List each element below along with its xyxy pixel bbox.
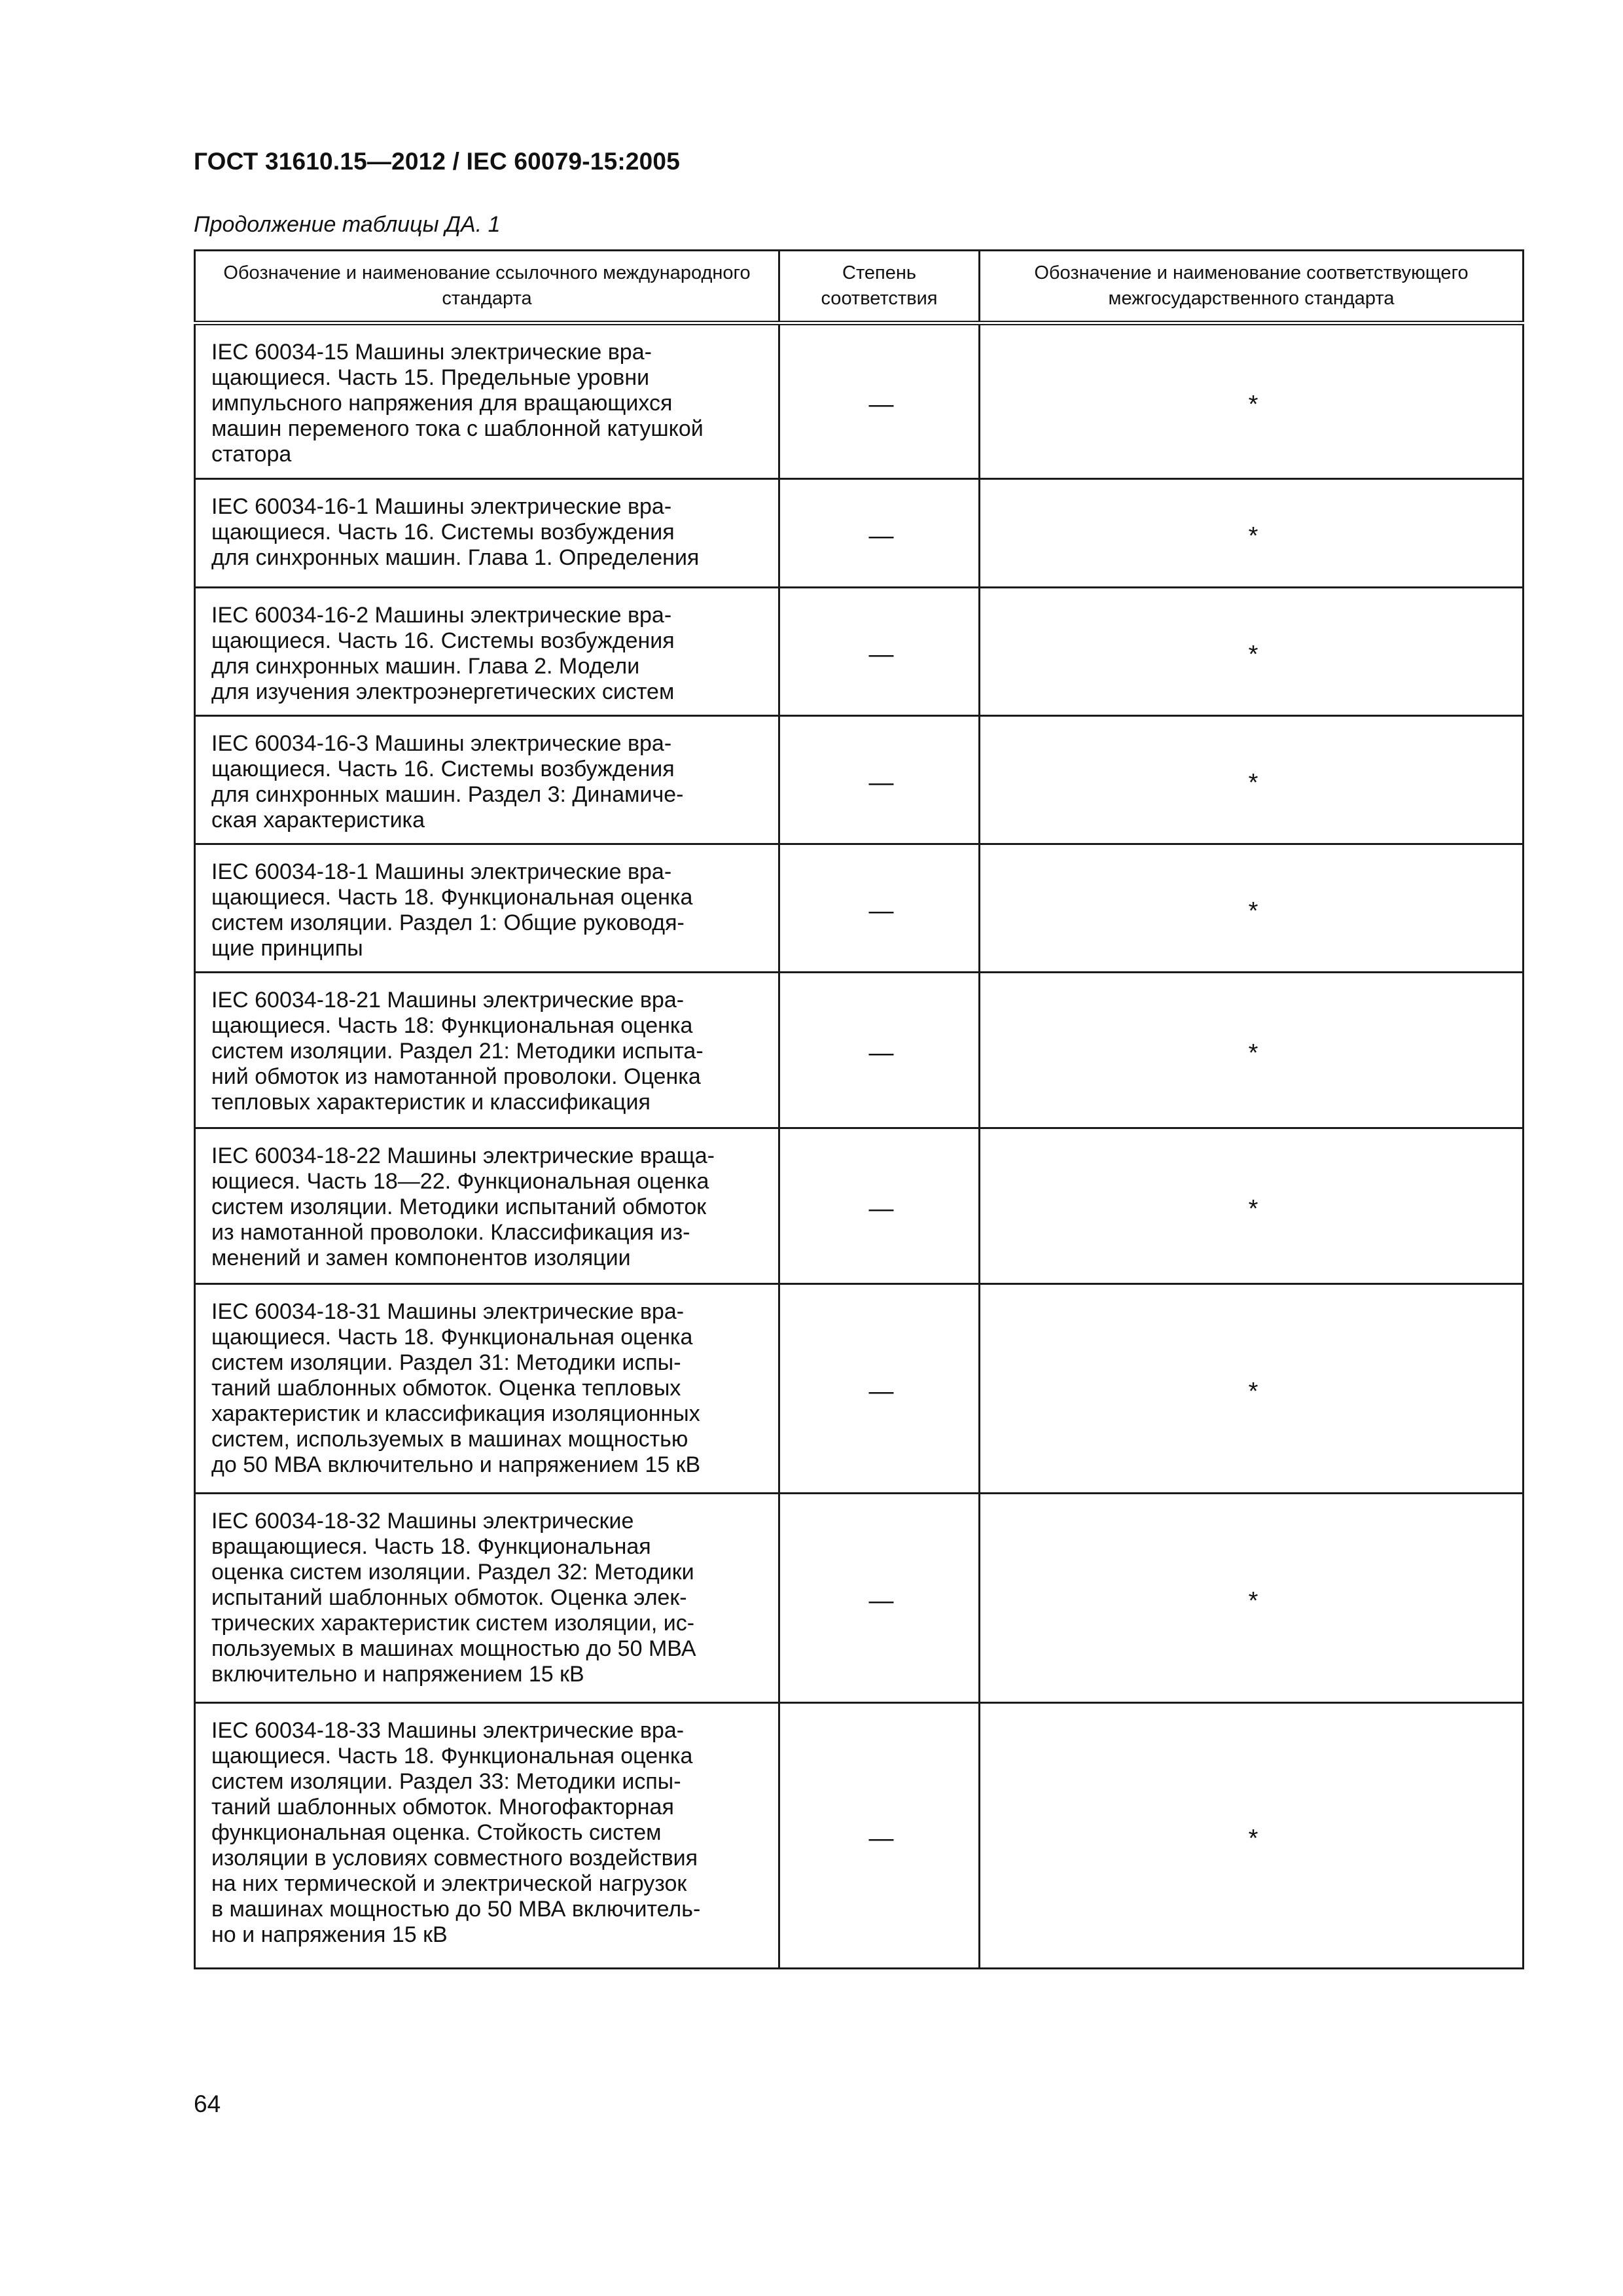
reference-standard-text: IEC 60034-18-1 Машины электрические вра- щающиеся. Часть 18. Функциональная оценка систем изоляции. Раздел 1: Общие руководя- щие принципы xyxy=(211,859,693,961)
reference-standard-text: IEC 60034-18-21 Машины электрические вра- щающиеся. Часть 18: Функциональная оценка систем изоляции. Раздел 21: Методики испыта- ний обмоток из намотанной проволоки. Оценка тепловых характеристик и классификация xyxy=(211,988,704,1115)
reference-standard-cell xyxy=(195,844,779,973)
reference-standard-cell xyxy=(195,479,779,588)
interstate-standard-cell: * xyxy=(980,1703,1524,1969)
interstate-standard-cell: * xyxy=(980,973,1524,1128)
reference-standard-cell xyxy=(195,588,779,716)
degree-of-conformity-cell: — xyxy=(779,588,980,716)
reference-standard-cell xyxy=(195,323,779,479)
interstate-standard-cell: * xyxy=(980,479,1524,588)
interstate-standard-cell: * xyxy=(980,844,1524,973)
table-row xyxy=(195,1284,1524,1494)
reference-standard-text: IEC 60034-16-1 Машины электрические вра- щающиеся. Часть 16. Системы возбуждения для синхронных машин. Глава 1. Определения xyxy=(211,494,700,570)
interstate-standard-cell: * xyxy=(980,323,1524,479)
reference-standard-text: IEC 60034-18-32 Машины электрические вращающиеся. Часть 18. Функциональная оценка систем изоляции. Раздел 32: Методики испытаний шаблонных обмоток. Оценка элек- трических характеристик систем изоляции, ис- пользуемых в машинах мощностью до 50 МВА включительно и напряжением 15 кВ xyxy=(211,1509,696,1687)
column-header-degree: Степень соответствия xyxy=(779,251,980,323)
reference-standard-text: IEC 60034-15 Машины электрические вра- щающиеся. Часть 15. Предельные уровни импульсного напряжения для вращающихся машин переменого тока с шаблонной катушкой статора xyxy=(211,340,704,467)
table-row xyxy=(195,479,1524,588)
table-row xyxy=(195,1494,1524,1703)
reference-standard-cell xyxy=(195,1284,779,1494)
table-row xyxy=(195,1703,1524,1969)
reference-standard-text: IEC 60034-18-33 Машины электрические вра- щающиеся. Часть 18. Функциональная оценка систем изоляции. Раздел 33: Методики испы- таний шаблонных обмоток. Многофакторная функциональная оценка. Стойкость систем изоляции в условиях совместного воздействия на них термической и электрической нагрузок в машинах мощностью до 50 МВА включитель- но и напряжения 15 кВ xyxy=(211,1718,701,1947)
table-caption: Продолжение таблицы ДА. 1 xyxy=(194,212,501,237)
column-header-reference: Обозначение и наименование ссылочного международного стандарта xyxy=(195,251,779,323)
degree-of-conformity-cell: — xyxy=(779,1128,980,1284)
reference-standard-cell xyxy=(195,1494,779,1703)
interstate-standard-cell: * xyxy=(980,1494,1524,1703)
degree-of-conformity-cell: — xyxy=(779,479,980,588)
degree-of-conformity-cell: — xyxy=(779,973,980,1128)
reference-standard-text: IEC 60034-16-2 Машины электрические вра- щающиеся. Часть 16. Системы возбуждения для синхронных машин. Глава 2. Модели для изучения электроэнергетических систем xyxy=(211,603,675,704)
table-body xyxy=(195,323,1524,1969)
reference-standard-cell xyxy=(195,716,779,844)
table-row xyxy=(195,844,1524,973)
degree-of-conformity-cell: — xyxy=(779,844,980,973)
reference-standard-cell xyxy=(195,1128,779,1284)
table-row xyxy=(195,973,1524,1128)
reference-standard-text: IEC 60034-16-3 Машины электрические вра- щающиеся. Часть 16. Системы возбуждения для синхронных машин. Раздел 3: Динамиче- ская характеристика xyxy=(211,731,684,833)
interstate-standard-cell: * xyxy=(980,1284,1524,1494)
table-row xyxy=(195,588,1524,716)
reference-standard-cell xyxy=(195,1703,779,1969)
column-header-interstate: Обозначение и наименование соответствующего межгосударственного стандарта xyxy=(980,251,1524,323)
interstate-standard-cell: * xyxy=(980,1128,1524,1284)
standards-table xyxy=(194,249,1524,1969)
reference-standard-text: IEC 60034-18-31 Машины электрические вра- щающиеся. Часть 18. Функциональная оценка систем изоляции. Раздел 31: Методики испы- таний шаблонных обмоток. Оценка тепловых характеристик и классификация изоляционных систем, используемых в машинах мощностью до 50 МВА включительно и напряжением 15 кВ xyxy=(211,1299,701,1477)
degree-of-conformity-cell: — xyxy=(779,1494,980,1703)
degree-of-conformity-cell: — xyxy=(779,1284,980,1494)
table-row xyxy=(195,323,1524,479)
page-number: 64 xyxy=(194,2090,221,2117)
reference-standard-cell xyxy=(195,973,779,1128)
interstate-standard-cell: * xyxy=(980,588,1524,716)
table-row xyxy=(195,716,1524,844)
document-header: ГОСТ 31610.15—2012 / IEC 60079-15:2005 xyxy=(194,148,680,175)
table-header-row xyxy=(195,251,1524,323)
degree-of-conformity-cell: — xyxy=(779,323,980,479)
reference-standard-text: IEC 60034-18-22 Машины электрические враща- ющиеся. Часть 18—22. Функциональная оценка систем изоляции. Методики испытаний обмоток из намотанной проволоки. Классификация из- менений и замен компонентов изоляции xyxy=(211,1143,715,1270)
degree-of-conformity-cell: — xyxy=(779,716,980,844)
degree-of-conformity-cell: — xyxy=(779,1703,980,1969)
interstate-standard-cell: * xyxy=(980,716,1524,844)
table-row xyxy=(195,1128,1524,1284)
